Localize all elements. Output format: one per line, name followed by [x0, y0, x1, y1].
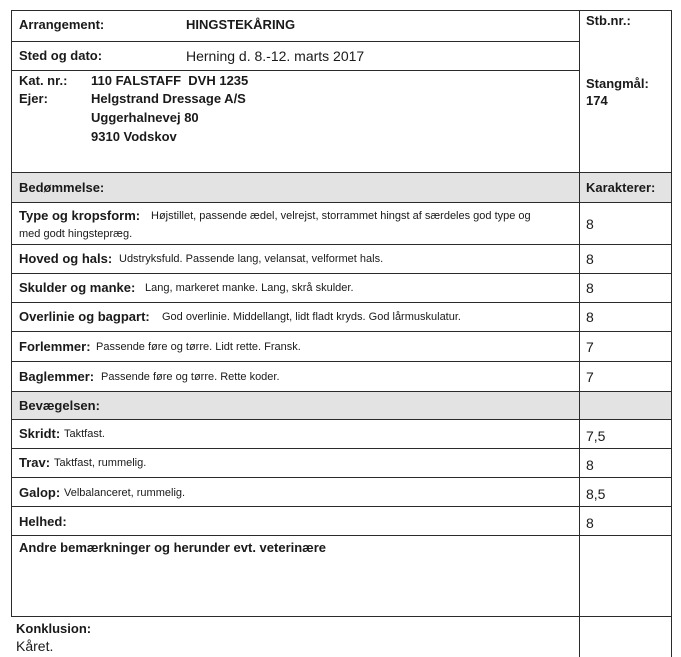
table-row-text: Passende føre og tørre. Rette koder. — [101, 371, 280, 383]
table-row-label: Overlinie og bagpart: — [19, 309, 150, 324]
bevaegelsen-band — [12, 392, 671, 419]
table-row-text: God overlinie. Middellangt, lidt fladt kryds. God lårmuskulatur. — [162, 311, 461, 323]
table-row-grade: 8 — [586, 216, 594, 232]
table-row-grade: 8 — [586, 280, 594, 296]
stb-nr-label: Stb.nr.: — [586, 13, 631, 28]
bevaegelsen-heading: Bevægelsen: — [19, 398, 100, 413]
stangmaal-value: 174 — [586, 93, 608, 108]
table-row-label: Type og kropsform: — [19, 208, 141, 223]
ejer-line-2: Uggerhalnevej 80 — [91, 110, 199, 125]
bedommelse-band — [12, 172, 671, 202]
table-row-text-continued: med godt hingstepræg. — [19, 228, 133, 240]
table-row-label: Skulder og manke: — [19, 280, 136, 295]
table-row-grade: 8 — [586, 515, 594, 531]
table-row-grade: 8 — [586, 457, 594, 473]
table-row-label: Forlemmer: — [19, 339, 91, 354]
table-row-grade: 7 — [586, 339, 594, 355]
sted-label: Sted og dato: — [19, 48, 103, 63]
arrangement-value: HINGSTEKÅRING — [186, 17, 296, 32]
table-row-text: Lang, markeret manke. Lang, skrå skulder. — [145, 282, 354, 294]
table-row-label: Galop: — [19, 485, 61, 500]
table-row-text: Passende føre og tørre. Lidt rette. Fransk. — [96, 341, 301, 353]
table-row-grade: 7,5 — [586, 428, 606, 444]
table-row-label: Baglemmer: — [19, 369, 95, 384]
arrangement-label: Arrangement: — [19, 17, 105, 32]
conclusion-heading: Konklusion: — [16, 621, 92, 636]
table-row-label: Trav: — [19, 455, 51, 470]
table-row-text: Velbalanceret, rummelig. — [64, 487, 186, 499]
ejer-line-3: 9310 Vodskov — [91, 129, 177, 144]
table-row-grade: 7 — [586, 369, 594, 385]
remarks-heading: Andre bemærkninger og herunder evt. veterinære — [19, 540, 327, 555]
table-row-grade: 8 — [586, 251, 594, 267]
ejer-label: Ejer: — [19, 91, 48, 106]
karakterer-heading: Karakterer: — [586, 180, 656, 195]
table-row-grade: 8,5 — [586, 486, 606, 502]
conclusion-value: Kåret. — [16, 638, 54, 654]
bedommelse-heading: Bedømmelse: — [19, 180, 105, 195]
sted-value: Herning d. 8.-12. marts 2017 — [186, 48, 365, 64]
kat-nr-label: Kat. nr.: — [19, 73, 68, 88]
table-row-text: Højstillet, passende ædel, velrejst, storrammet hingst af særdeles god type og — [151, 210, 531, 222]
table-row-label: Hoved og hals: — [19, 251, 113, 266]
table-row-text: Taktfast, rummelig. — [54, 457, 147, 469]
stangmaal-label: Stangmål: — [586, 76, 649, 91]
kat-nr-value: 110 FALSTAFF DVH 1235 — [91, 73, 249, 88]
table-row-text: Taktfast. — [64, 428, 105, 440]
table-row-label: Skridt: — [19, 426, 61, 441]
table-row-label: Helhed: — [19, 514, 67, 529]
table-row-grade: 8 — [586, 309, 594, 325]
table-row-text: Udstryksfuld. Passende lang, velansat, velformet hals. — [119, 253, 384, 265]
ejer-line-1: Helgstrand Dressage A/S — [91, 91, 246, 106]
